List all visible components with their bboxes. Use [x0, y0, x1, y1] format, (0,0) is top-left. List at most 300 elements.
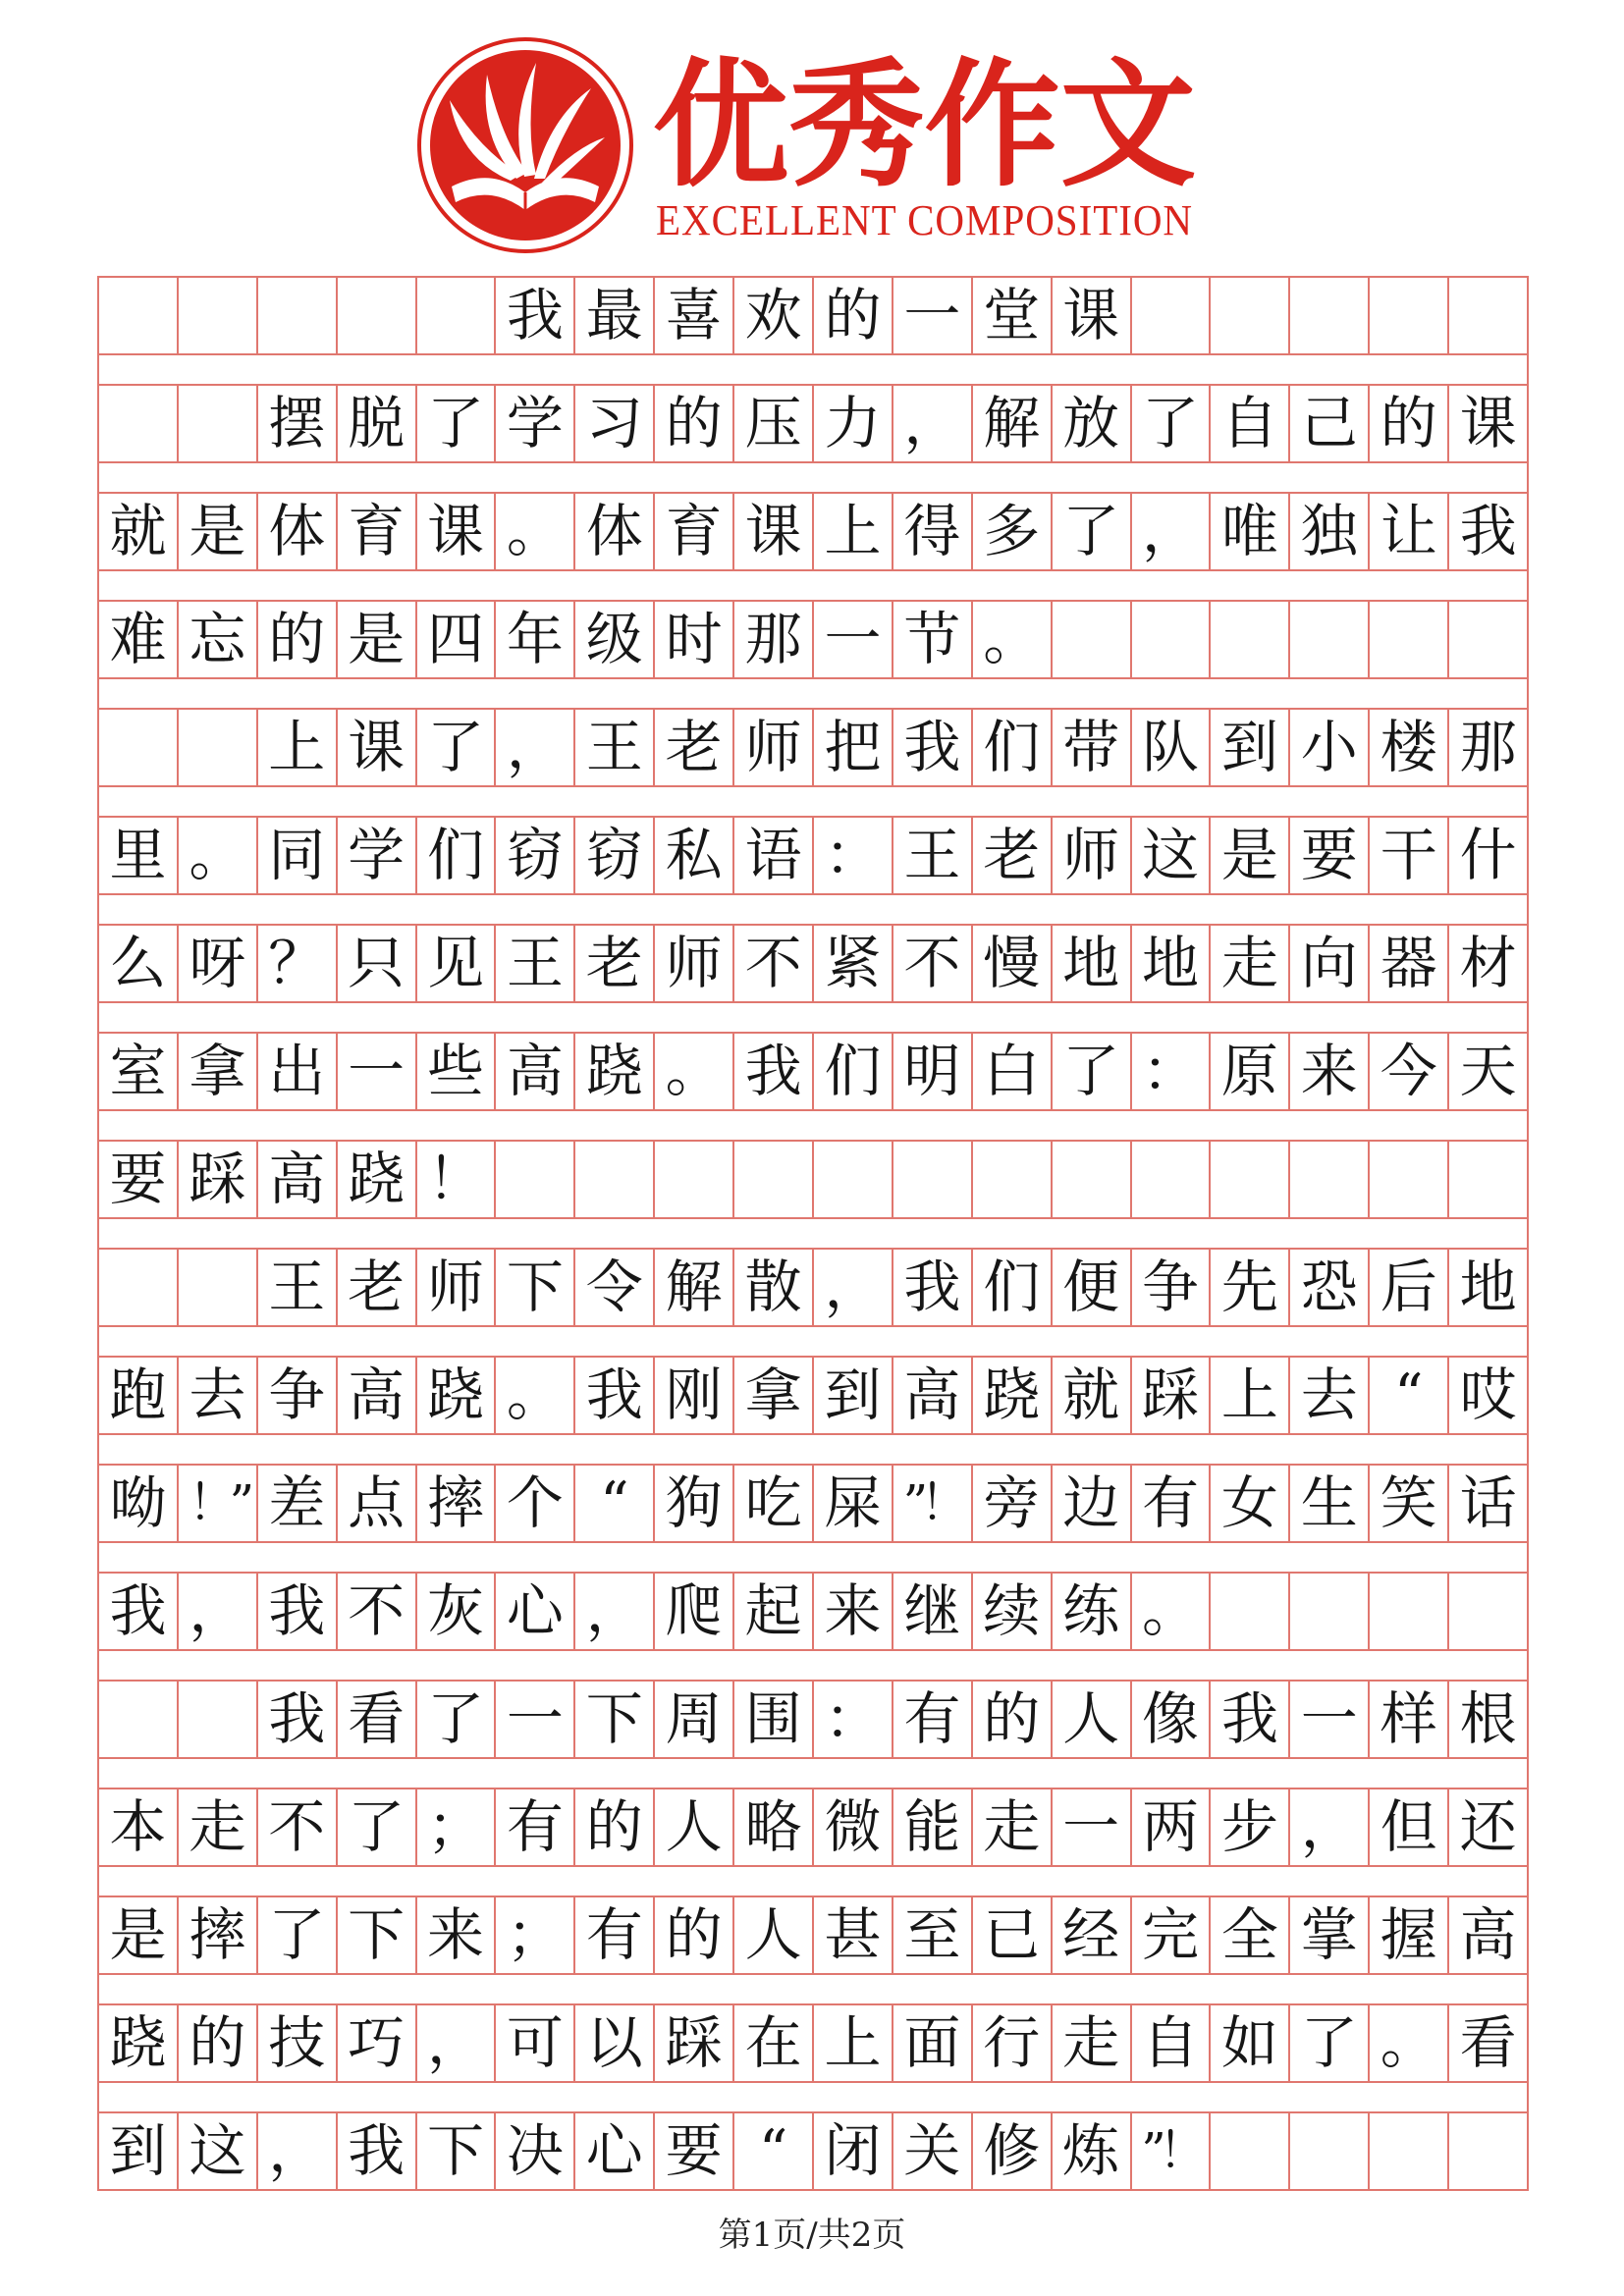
grid-cell: [179, 1250, 258, 1325]
grid-cell: 队: [1132, 710, 1212, 785]
grid-cell: 是: [179, 494, 258, 569]
grid-cell: 我: [893, 710, 973, 785]
grid-cell: 走: [1211, 926, 1290, 1001]
grid-cell: 得: [893, 494, 973, 569]
grid-cell: [1290, 1574, 1370, 1649]
grid-cell: 跷: [575, 1034, 655, 1109]
grid-cell: [1449, 2113, 1527, 2189]
grid-cell: 喜: [655, 278, 734, 353]
grid-cell: [1449, 1574, 1527, 1649]
grid-cell: 高: [258, 1142, 338, 1217]
grid-cell: 那: [1459, 714, 1517, 780]
grid-cell: 学: [496, 386, 575, 461]
grid-cell: 高: [338, 1358, 417, 1433]
grid-cell: 续: [973, 1574, 1053, 1649]
grid-cell: ，: [258, 2113, 338, 2189]
grid-cell: 是: [338, 602, 417, 677]
grid-cell: 解: [655, 1250, 734, 1325]
grid-cell: 欢: [734, 278, 814, 353]
grid-cell: 本: [99, 1789, 179, 1865]
grid-cell: 难: [99, 602, 179, 677]
grid-cell: 差: [258, 1466, 338, 1541]
grid-cell: [1449, 278, 1527, 353]
grid-cell: 。: [973, 602, 1053, 677]
grid-cell: 些: [417, 1034, 497, 1109]
grid-cell: 跷: [973, 1358, 1053, 1433]
grid-cell: 器: [1370, 926, 1449, 1001]
grid-cell: ”！: [893, 1466, 973, 1541]
grid-cell: 最: [575, 278, 655, 353]
grid-cell: 们: [814, 1034, 893, 1109]
logo-title: 优秀作文: [653, 45, 1196, 206]
grid-cell: 我: [1459, 498, 1517, 564]
grid-cell: 恐: [1290, 1250, 1370, 1325]
composition-grid: [97, 276, 1529, 2191]
grid-cell: 育: [338, 494, 417, 569]
grid-cell: 师: [1053, 818, 1132, 893]
grid-cell: 放: [1053, 386, 1132, 461]
grid-cell: 不: [338, 1574, 417, 1649]
grid-cell: 独: [1290, 494, 1370, 569]
grid-cell: 。: [496, 1358, 575, 1433]
grid-cell: 后: [1370, 1250, 1449, 1325]
grid-cell: 王: [258, 1250, 338, 1325]
essay-line: [99, 1788, 1527, 1867]
essay-line: [99, 1140, 1527, 1219]
grid-cell: 刚: [655, 1358, 734, 1433]
grid-cell: [1132, 1142, 1212, 1217]
grid-cell: 。: [179, 818, 258, 893]
grid-cell: 天: [1459, 1038, 1517, 1104]
grid-cell: 。: [655, 1034, 734, 1109]
grid-cell: 把: [814, 710, 893, 785]
grid-cell: 有: [1132, 1466, 1212, 1541]
essay-line: [99, 708, 1527, 787]
grid-cell: 了: [417, 1682, 497, 1757]
grid-cell: 的: [179, 2005, 258, 2081]
grid-cell: ？: [258, 926, 338, 1001]
grid-cell: 上: [1211, 1358, 1290, 1433]
grid-cell: 课: [338, 710, 417, 785]
grid-cell: 这: [1132, 818, 1212, 893]
grid-cell: ，: [417, 2005, 497, 2081]
grid-cell: [1290, 278, 1370, 353]
grid-cell: [1290, 1142, 1370, 1217]
grid-cell: 小: [1290, 710, 1370, 785]
grid-cell: 掌: [1290, 1897, 1370, 1973]
grid-cell: 年: [496, 602, 575, 677]
grid-cell: 的: [258, 602, 338, 677]
grid-cell: 人: [655, 1789, 734, 1865]
grid-cell: 跷: [338, 1142, 417, 1217]
page-indicator: 第1页/共2页: [718, 2216, 906, 2255]
grid-cell: ：: [1132, 1034, 1212, 1109]
grid-cell: 跷: [417, 1358, 497, 1433]
grid-cell: 自: [1211, 386, 1290, 461]
essay-line: [99, 924, 1527, 1003]
grid-cell: 多: [973, 494, 1053, 569]
grid-cell: 王: [575, 710, 655, 785]
grid-cell: 了: [1053, 1034, 1132, 1109]
grid-cell: ：: [814, 818, 893, 893]
grid-cell: 修: [973, 2113, 1053, 2189]
grid-cell: 白: [973, 1034, 1053, 1109]
grid-cell: [575, 1142, 655, 1217]
grid-cell: 就: [99, 494, 179, 569]
grid-cell: 高: [496, 1034, 575, 1109]
grid-cell: 出: [258, 1034, 338, 1109]
grid-cell: [1211, 1142, 1290, 1217]
grid-cell: [1053, 1142, 1132, 1217]
grid-cell: 慢: [973, 926, 1053, 1001]
grid-cell: [1211, 602, 1290, 677]
grid-cell: 炼: [1053, 2113, 1132, 2189]
grid-cell: 呦: [99, 1466, 179, 1541]
grid-cell: 王: [496, 926, 575, 1001]
grid-cell: [893, 1142, 973, 1217]
grid-cell: 。: [496, 494, 575, 569]
grid-cell: 先: [1211, 1250, 1290, 1325]
grid-cell: 面: [893, 2005, 973, 2081]
grid-cell: 踩: [1132, 1358, 1212, 1433]
essay-line: [99, 492, 1527, 571]
grid-cell: 我: [258, 1682, 338, 1757]
grid-cell: 巧: [338, 2005, 417, 2081]
grid-cell: 课: [1053, 278, 1132, 353]
grid-cell: ，: [179, 1574, 258, 1649]
grid-cell: 来: [417, 1897, 497, 1973]
grid-cell: 了: [258, 1897, 338, 1973]
grid-cell: 至: [893, 1897, 973, 1973]
grid-cell: 走: [1053, 2005, 1132, 2081]
grid-cell: 习: [575, 386, 655, 461]
grid-cell: [496, 1142, 575, 1217]
grid-cell: 今: [1370, 1034, 1449, 1109]
grid-cell: [1370, 278, 1449, 353]
grid-cell: 全: [1211, 1897, 1290, 1973]
grid-cell: 老: [973, 818, 1053, 893]
grid-cell: 话: [1459, 1469, 1517, 1536]
grid-cell: 自: [1132, 2005, 1212, 2081]
grid-cell: [655, 1142, 734, 1217]
grid-cell: 了: [1132, 386, 1212, 461]
grid-cell: [338, 278, 417, 353]
grid-cell: 一: [1053, 1789, 1132, 1865]
grid-cell: 这: [179, 2113, 258, 2189]
grid-cell: 还: [1459, 1793, 1517, 1860]
grid-cell: 楼: [1370, 710, 1449, 785]
grid-cell: 摔: [179, 1897, 258, 1973]
grid-cell: 见: [417, 926, 497, 1001]
grid-cell: 女: [1211, 1466, 1290, 1541]
grid-cell: 解: [973, 386, 1053, 461]
grid-cell: 人: [1053, 1682, 1132, 1757]
essay-line: [99, 1896, 1527, 1975]
grid-cell: 边: [1053, 1466, 1132, 1541]
grid-cell: [179, 1682, 258, 1757]
grid-cell: [1370, 2113, 1449, 2189]
grid-cell: 灰: [417, 1574, 497, 1649]
grid-cell: ，: [893, 386, 973, 461]
grid-cell: 室: [99, 1034, 179, 1109]
grid-cell: [1370, 1142, 1449, 1217]
grid-cell: 干: [1370, 818, 1449, 893]
grid-cell: 明: [893, 1034, 973, 1109]
grid-cell: 体: [575, 494, 655, 569]
grid-cell: 不: [734, 926, 814, 1001]
grid-cell: 是: [99, 1897, 179, 1973]
grid-cell: 步: [1211, 1789, 1290, 1865]
grid-cell: 了: [417, 710, 497, 785]
essay-line: [99, 1680, 1527, 1759]
grid-cell: 时: [655, 602, 734, 677]
grid-cell: 决: [496, 2113, 575, 2189]
grid-cell: 同: [258, 818, 338, 893]
grid-cell: 看: [338, 1682, 417, 1757]
grid-cell: 里: [99, 818, 179, 893]
grid-cell: 语: [734, 818, 814, 893]
grid-cell: 练: [1053, 1574, 1132, 1649]
grid-cell: 一: [814, 602, 893, 677]
grid-cell: 技: [258, 2005, 338, 2081]
grid-cell: 地: [1459, 1254, 1517, 1320]
grid-cell: ，: [1132, 494, 1212, 569]
grid-cell: 育: [655, 494, 734, 569]
grid-cell: 呀: [179, 926, 258, 1001]
grid-cell: 可: [496, 2005, 575, 2081]
grid-cell: “: [1370, 1358, 1449, 1433]
grid-cell: 私: [655, 818, 734, 893]
grid-cell: 上: [258, 710, 338, 785]
essay-line: [99, 2003, 1527, 2083]
grid-cell: 的: [655, 1897, 734, 1973]
grid-cell: 下: [496, 1250, 575, 1325]
essay-line: [99, 600, 1527, 679]
grid-cell: 唯: [1211, 494, 1290, 569]
grid-cell: 个: [496, 1466, 575, 1541]
grid-cell: 屎: [814, 1466, 893, 1541]
grid-cell: 了: [1290, 2005, 1370, 2081]
grid-cell: 王: [893, 818, 973, 893]
grid-cell: [179, 710, 258, 785]
grid-cell: 们: [973, 710, 1053, 785]
grid-cell: 周: [655, 1682, 734, 1757]
grid-cell: 一: [338, 1034, 417, 1109]
grid-cell: 摆: [258, 386, 338, 461]
grid-cell: 的: [655, 386, 734, 461]
grid-cell: 拿: [734, 1358, 814, 1433]
grid-cell: 就: [1053, 1358, 1132, 1433]
grid-cell: 下: [417, 2113, 497, 2189]
grid-cell: 略: [734, 1789, 814, 1865]
grid-cell: 像: [1132, 1682, 1212, 1757]
grid-cell: 原: [1211, 1034, 1290, 1109]
grid-cell: 散: [734, 1250, 814, 1325]
grid-cell: 下: [575, 1682, 655, 1757]
grid-cell: 一: [496, 1682, 575, 1757]
logo-emblem: [419, 39, 631, 251]
grid-cell: 我: [575, 1358, 655, 1433]
grid-cell: 踩: [179, 1142, 258, 1217]
grid-cell: 的: [973, 1682, 1053, 1757]
essay-line: [99, 384, 1527, 463]
grid-cell: 有: [496, 1789, 575, 1865]
grid-cell: 我: [1211, 1682, 1290, 1757]
grid-cell: [1053, 602, 1132, 677]
grid-cell: 们: [417, 818, 497, 893]
grid-cell: 了: [417, 386, 497, 461]
grid-cell: 紧: [814, 926, 893, 1001]
grid-cell: ；: [417, 1789, 497, 1865]
grid-cell: 吃: [734, 1466, 814, 1541]
grid-cell: 闭: [814, 2113, 893, 2189]
grid-cell: 不: [258, 1789, 338, 1865]
grid-cell: 爬: [655, 1574, 734, 1649]
grid-cell: [1370, 602, 1449, 677]
grid-cell: 上: [814, 494, 893, 569]
grid-cell: 样: [1370, 1682, 1449, 1757]
grid-cell: 有: [893, 1682, 973, 1757]
grid-cell: ；: [496, 1897, 575, 1973]
grid-cell: [1449, 602, 1527, 677]
grid-cell: 窃: [575, 818, 655, 893]
grid-cell: 旁: [973, 1466, 1053, 1541]
grid-cell: 带: [1053, 710, 1132, 785]
grid-cell: [99, 386, 179, 461]
grid-cell: [258, 278, 338, 353]
grid-cell: 的: [1370, 386, 1449, 461]
grid-cell: [814, 1142, 893, 1217]
grid-cell: 我: [99, 1574, 179, 1649]
grid-cell: 节: [893, 602, 973, 677]
grid-cell: 争: [1132, 1250, 1212, 1325]
grid-cell: 我: [893, 1250, 973, 1325]
grid-cell: 走: [179, 1789, 258, 1865]
grid-cell: ，: [575, 1574, 655, 1649]
grid-cell: 要: [1290, 818, 1370, 893]
grid-cell: 但: [1370, 1789, 1449, 1865]
grid-cell: 来: [1290, 1034, 1370, 1109]
grid-cell: [1449, 1142, 1527, 1217]
grid-cell: 能: [893, 1789, 973, 1865]
grid-cell: 去: [179, 1358, 258, 1433]
grid-cell: 窃: [496, 818, 575, 893]
grid-cell: 以: [575, 2005, 655, 2081]
grid-cell: 老: [338, 1250, 417, 1325]
grid-cell: 要: [655, 2113, 734, 2189]
essay-line: [99, 2111, 1527, 2191]
grid-cell: 了: [338, 1789, 417, 1865]
grid-cell: 我: [496, 278, 575, 353]
grid-cell: 起: [734, 1574, 814, 1649]
grid-cell: 哎: [1459, 1362, 1517, 1428]
grid-cell: ！: [417, 1142, 497, 1217]
grid-cell: 地: [1132, 926, 1212, 1001]
grid-cell: 师: [734, 710, 814, 785]
grid-cell: 让: [1370, 494, 1449, 569]
grid-cell: 争: [258, 1358, 338, 1433]
grid-cell: 么: [99, 926, 179, 1001]
grid-cell: ，: [496, 710, 575, 785]
grid-cell: 如: [1211, 2005, 1290, 2081]
grid-cell: [1370, 1574, 1449, 1649]
grid-cell: 要: [99, 1142, 179, 1217]
grid-cell: ，: [1290, 1789, 1370, 1865]
grid-cell: 。: [1370, 2005, 1449, 2081]
grid-cell: 笑: [1370, 1466, 1449, 1541]
grid-cell: 压: [734, 386, 814, 461]
grid-cell: 甚: [814, 1897, 893, 1973]
grid-cell: 不: [893, 926, 973, 1001]
grid-cell: “: [575, 1466, 655, 1541]
grid-cell: [1211, 2113, 1290, 2189]
grid-cell: 看: [1459, 2009, 1517, 2076]
grid-cell: 学: [338, 818, 417, 893]
grid-cell: [973, 1142, 1053, 1217]
grid-cell: 课: [734, 494, 814, 569]
grid-cell: 下: [338, 1897, 417, 1973]
grid-cell: 的: [814, 278, 893, 353]
grid-cell: 了: [1053, 494, 1132, 569]
grid-cell: 己: [1290, 386, 1370, 461]
grid-cell: 四: [417, 602, 497, 677]
grid-cell: ！”: [179, 1466, 258, 1541]
essay-line: [99, 816, 1527, 895]
logo-subtitle: EXCELLENT COMPOSITION: [656, 196, 1193, 244]
grid-cell: [1132, 278, 1212, 353]
grid-cell: 级: [575, 602, 655, 677]
grid-cell: 经: [1053, 1897, 1132, 1973]
grid-cell: 高: [1459, 1901, 1517, 1968]
grid-cell: [179, 278, 258, 353]
grid-cell: 们: [973, 1250, 1053, 1325]
grid-cell: 便: [1053, 1250, 1132, 1325]
grid-cell: [99, 1250, 179, 1325]
grid-cell: 那: [734, 602, 814, 677]
essay-line: [99, 1248, 1527, 1327]
grid-cell: 体: [258, 494, 338, 569]
grid-cell: 只: [338, 926, 417, 1001]
grid-cell: 踩: [655, 2005, 734, 2081]
grid-cell: 人: [734, 1897, 814, 1973]
grid-cell: 围: [734, 1682, 814, 1757]
grid-cell: 跷: [99, 2005, 179, 2081]
grid-cell: 有: [575, 1897, 655, 1973]
grid-cell: 忘: [179, 602, 258, 677]
grid-cell: 去: [1290, 1358, 1370, 1433]
grid-cell: 到: [814, 1358, 893, 1433]
grid-cell: 向: [1290, 926, 1370, 1001]
grid-cell: 课: [1459, 390, 1517, 456]
grid-cell: [179, 386, 258, 461]
grid-cell: [417, 278, 497, 353]
grid-cell: 到: [1211, 710, 1290, 785]
grid-cell: 材: [1459, 930, 1517, 996]
grid-cell: 生: [1290, 1466, 1370, 1541]
essay-title-row: [99, 276, 1527, 355]
grid-cell: 堂: [973, 278, 1053, 353]
grid-cell: 力: [814, 386, 893, 461]
grid-cell: 已: [973, 1897, 1053, 1973]
grid-cell: 握: [1370, 1897, 1449, 1973]
grid-cell: 老: [655, 710, 734, 785]
essay-line: [99, 1032, 1527, 1111]
grid-cell: [1211, 1574, 1290, 1649]
grid-cell: 师: [417, 1250, 497, 1325]
grid-cell: 心: [575, 2113, 655, 2189]
grid-cell: 在: [734, 2005, 814, 2081]
grid-cell: 根: [1459, 1685, 1517, 1752]
